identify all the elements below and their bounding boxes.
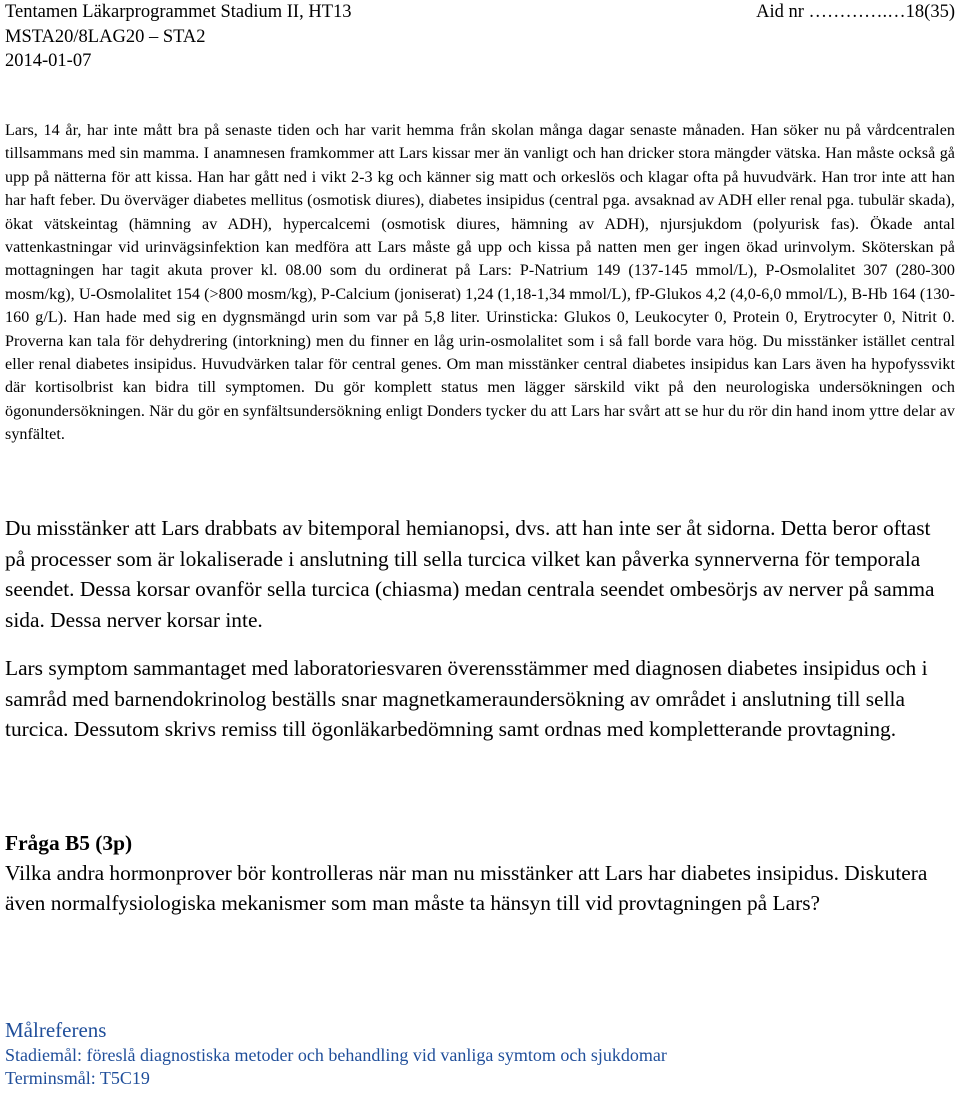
header-left [5, 0, 352, 74]
exam-date: 2014-01-07 [5, 51, 92, 71]
target-reference-title: Målreferens [5, 1018, 107, 1042]
course-title: Tentamen Läkarprogrammet Stadium II, HT13 [5, 2, 352, 22]
answer-paragraph-1: Du misstänker att Lars drabbats av bitemporal hemianopsi, dvs. att han inte ser åt sidorna. Detta beror oftast på processer som är lokaliserade i anslutning till sella turcica vilket kan påverka synnerverna för temporala seendet. Dessa korsar ovanför sella turcica (chiasma) medan centrala seendet ombesörjs av nerver på samma sida. Dessa nerver korsar inte. [5, 516, 935, 632]
question-title: Fråga B5 (3p) [5, 831, 133, 855]
exam-page [5, 0, 955, 1088]
case-description: Lars, 14 år, har inte mått bra på senaste tiden och har varit hemma från skolan många dagar senaste månaden. Han söker nu på vårdcentralen tillsammans med sin mamma. I anamnesen framkommer att Lars kissar mer än vanligt och han dricker stora mängder vätska. Han måste också gå upp på nätterna för att kissa. Han har gått ned i vikt 2-3 kg och känner sig matt och orkeslös och klagar ofta på huvudvärk. Han tror inte att han har haft feber. Du överväger diabetes mellitus (osmotisk diures), diabetes insipidus (central pga. avsaknad av ADH eller renal pga. tubulär skada), ökat vätskeintag (hämning av ADH), hypercalcemi (osmotisk diures, hämning av ADH), njursjukdom (polyurisk fas). Ökade antal vattenkastningar vid urinvägsinfektion kan medföra att Lars måste gå upp och kissa på natten men ger ingen ökad urinvolym. Sköterskan på mottagningen har tagit akuta prover kl. 08.00 som du ordinerat på Lars: P-Natrium 149 (137-145 mmol/L), P-Osmolalitet 307 (280-300 mosm/kg), U-Osmolalitet 154 (>800 mosm/kg), P-Calcium (joniserat) 1,24 (1,18-1,34 mmol/L), fP-Glukos 4,2 (4,0-6,0 mmol/L), B-Hb 164 (130-160 g/L). Han hade med sig en dygnsmängd urin som var på 5,8 liter. Urinsticka: Glukos 0, Leukocyter 0, Protein 0, Erytrocyter 0, Nitrit 0. Proverna kan tala för dehydrering (intorkning) men du finner en låg urin-osmolalitet som i så fall borde vara hög. Du misstänker istället central eller renal diabetes insipidus. Huvudvärken talar för central genes. Om man misstänker central diabetes insipidus kan Lars även ha hypofyssvikt där kortisolbrist kan bidra till symptomen. Du gör komplett status men lägger särskild vikt på den neurologiska undersökningen och ögonundersökningen. När du gör en synfältsundersökning enligt Donders tycker du att Lars har svårt att se hur du rör din hand inom yttre delar av synfältet. [5, 122, 955, 444]
term-goal: Terminsmål: T5C19 [5, 1068, 150, 1088]
aid-number: Aid nr ………….…18(35) [756, 2, 955, 22]
answer-paragraph-2: Lars symptom sammantaget med laboratoriesvaren överensstämmer med diagnosen diabetes insipidus och i samråd med barnendokrinolog beställs snar magnetkameraundersökning av området i anslutning till sella turcica. Dessutom skrivs remiss till ögonläkarbedömning samt ordnas med kompletterande provtagning. [5, 656, 928, 742]
question-block [5, 828, 955, 919]
stage-goal: Stadiemål: föreslå diagnostiska metoder och behandling vid vanliga symtom och sjukdomar [5, 1045, 667, 1065]
question-text: Vilka andra hormonprover bör kontrolleras när man nu misstänker att Lars har diabetes insipidus. Diskutera även normalfysiologiska mekanismer som man måste ta hänsyn till vid provtagningen på Lars? [5, 861, 928, 916]
page-header [5, 0, 955, 76]
course-code: MSTA20/8LAG20 – STA2 [5, 26, 206, 47]
target-reference [5, 1016, 955, 1090]
